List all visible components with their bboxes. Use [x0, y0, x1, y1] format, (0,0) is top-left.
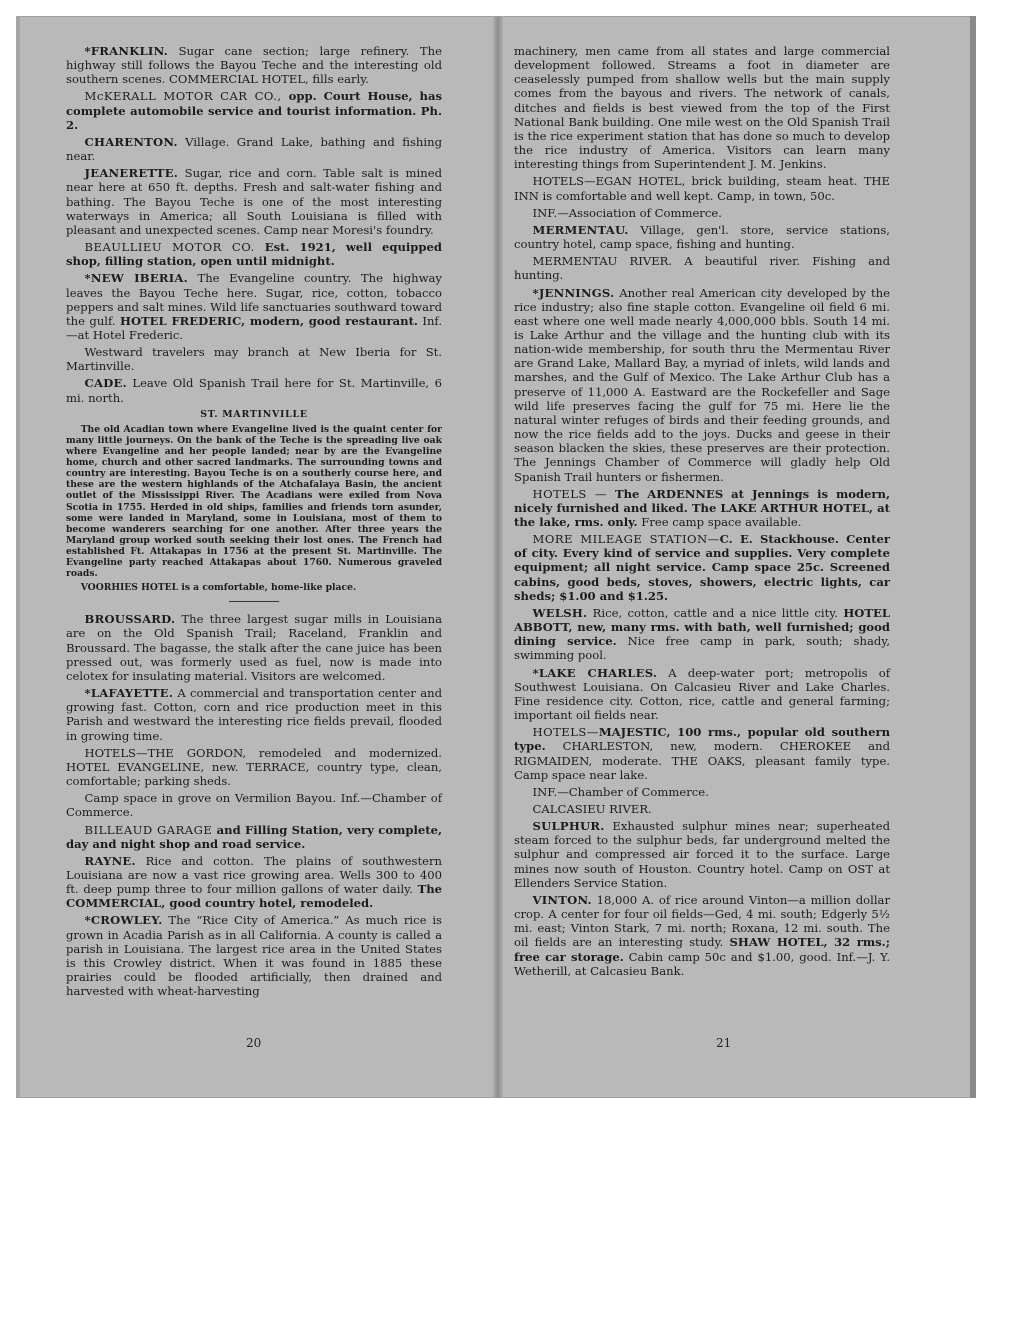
- entry-tail-text: Inf.—at Hotel Frederic.: [66, 313, 443, 342]
- entry-franklin: [66, 44, 442, 86]
- entry-broussard: [66, 612, 442, 683]
- entry-text: The “Rice City of America.” As much rice is grown in Acadia Parish as in all California. A county is called a parish in Louisiana. The largest rice area in the United States is this Crowley district. When it was found in 1885 these prairies could be flooded artificially, then drained and harvested with wheat-harvesting: [66, 913, 442, 999]
- entry-bold-text: SHAW HOTEL, 32 rms.; free car storage.: [514, 935, 890, 964]
- entry-text: Village. Grand Lake, bathing and fishing near.: [66, 134, 442, 164]
- entry-camp-vermilion: Camp space in grove on Vermilion Bayou. Inf.—Chamber of Commerce.: [66, 791, 442, 820]
- entry-tail-text: Free camp space available.: [637, 515, 802, 529]
- entry-lake-charles: [514, 666, 890, 723]
- entry-text: Exhausted sulphur mines near; superheated steam forced to the sulphur beds, far underground melted the sulphur and compressed air forced it to the surface. Large mines now south of Houston. Country hotel. Camp on OST at Ellenders Service Station.: [514, 819, 890, 890]
- entry-heading: *LAKE CHARLES.: [532, 665, 658, 680]
- entry-bold-text: and Filling Station, very complete, day and night shop and road service.: [66, 822, 442, 851]
- entry-rayne: [66, 854, 442, 911]
- entry-tail-text: CHARLESTON, new, modern. CHEROKEE and RIGMAIDEN, moderate. THE OAKS, pleasant family type. Camp space near lake.: [514, 739, 890, 782]
- entry-inf-association: INF.—Association of Commerce.: [532, 205, 722, 220]
- entry-billeaud: [66, 823, 442, 851]
- entry-text: BEAULLIEU MOTOR CO.: [84, 240, 265, 255]
- entry-bold-text: C. E. Stackhouse. Center of city. Every kind of service and supplies. Very complete equipment; all night service. Camp space 25c. Screened cabins, good beds, stoves, showers, electric lights, car sheds; $1.00 and $1.25.: [514, 532, 890, 603]
- entry-heading: CHARENTON.: [84, 134, 178, 149]
- entry-bold-text: opp. Court House, has complete automobile service and tourist information. Ph. 2.: [66, 89, 442, 132]
- entry-calcasieu-river: CALCASIEU RIVER.: [532, 801, 652, 816]
- entry-text: Village, gen'l. store, service stations, country hotel, camp space, fishing and hunting.: [514, 222, 890, 252]
- entry-text: Rice, cotton, cattle and a nice little city.: [587, 605, 844, 620]
- page-edge-left: [16, 16, 20, 1098]
- entry-heading: SULPHUR.: [532, 819, 605, 834]
- page-edge-right: [970, 16, 976, 1098]
- entry-text: MORE MILEAGE STATION—: [532, 532, 720, 547]
- entry-bold-text: The ARDENNES at Jennings is modern, nicely furnished and liked. The LAKE ARTHUR HOTEL, at the lake, rms. only.: [514, 486, 890, 529]
- entry-text: A commercial and transportation center and growing fast. Cotton, corn and rice production meet in this Parish and westward the interesting rice fields prevail, flooded in growing time.: [66, 686, 442, 743]
- entry-heading: *NEW IBERIA.: [84, 271, 188, 286]
- entry-bold-text: The COMMERCIAL, good country hotel, remodeled.: [66, 882, 442, 911]
- entry-hotels-egan: HOTELS—EGAN HOTEL, brick building, steam heat. THE INN is comfortable and well kept. Camp, in town, 50c.: [514, 174, 890, 203]
- entry-jeanerette: [66, 166, 442, 237]
- entry-charenton: [66, 135, 442, 163]
- entry-vinton: [514, 893, 890, 978]
- entry-welsh: [514, 606, 890, 663]
- entry-hotels-majestic: [514, 725, 890, 782]
- entry-bold-text: MAJESTIC, 100 rms., popular old southern type.: [514, 725, 890, 754]
- entry-text: Sugar cane section; large refinery. The highway still follows the Bayou Teche and the interesting old southern scenes. COMMERCIAL HOTEL, fills early.: [66, 44, 442, 87]
- entry-lafayette: [66, 686, 442, 743]
- entry-more-mileage: [514, 532, 890, 603]
- right-page: [514, 44, 890, 981]
- entry-heading: VINTON.: [532, 892, 592, 907]
- entry-text: 18,000 A. of rice around Vinton—a million dollar crop. A center for four oil fields—Ged, 4 mi. south; Edgerly 5½ mi. east; Vinton Stark, 7 mi. north; Roxana, 12 mi. south. The oil fields are an interesting study.: [514, 892, 890, 950]
- entry-text: BILLEAUD GARAGE: [84, 822, 217, 837]
- entry-text: Leave Old Spanish Trail here for St. Martinville, 6 mi. north.: [66, 376, 442, 405]
- voorhies-hotel-text: VOORHIES HOTEL is a comfortable, home-like place.: [80, 582, 357, 594]
- page-number-right: 21: [716, 1036, 732, 1050]
- entry-text: A deep-water port; metropolis of Southwest Louisiana. On Calcasieu River and Lake Charles. Fine residence city. Cotton, rice, cattle and general farming; important oil fields near.: [514, 665, 890, 723]
- entry-mckerall: [66, 89, 442, 131]
- entry-westward: Westward travelers may branch at New Iberia for St. Martinville.: [66, 345, 442, 374]
- entry-text: HOTELS—: [532, 725, 599, 740]
- section-divider: [229, 601, 279, 602]
- entry-heading: JEANERETTE.: [84, 166, 179, 181]
- entry-heading: *LAFAYETTE.: [84, 686, 174, 701]
- entry-heading: *FRANKLIN.: [84, 44, 168, 58]
- entry-inf-chamber: INF.—Chamber of Commerce.: [532, 784, 709, 799]
- entry-text: The Evangeline country. The highway leaves the Bayou Teche here. Sugar, rice, cotton, tobacco peppers and salt mines. Wild life sanctuaries southward toward the gulf.: [66, 271, 442, 328]
- entry-heading: CADE.: [84, 376, 127, 391]
- entry-new-iberia: [66, 271, 442, 342]
- entry-heading: WELSH.: [532, 605, 588, 620]
- entry-bold-text: Est. 1921, well equipped shop, filling station, open until midnight.: [66, 240, 442, 269]
- entry-jennings: [514, 286, 890, 484]
- entry-tail-text: Cabin camp 50c and $1.00, good. Inf.—J. Y. Wetherill, at Calcasieu Bank.: [514, 949, 891, 978]
- entry-bold-text: HOTEL ABBOTT, new, many rms. with bath, well furnished; good dining service.: [514, 605, 890, 649]
- entry-mermentau-river: MERMENTAU RIVER. A beautiful river. Fishing and hunting.: [514, 254, 890, 283]
- entry-bold-text: HOTEL FREDERIC, modern, good restaurant.: [120, 313, 418, 328]
- entry-text: Rice and cotton. The plains of southwestern Louisiana are now a vast rice growing area. Wells 300 to 400 ft. deep pump three to four million gallons of water daily.: [66, 853, 442, 897]
- entry-text: The three largest sugar mills in Louisiana are on the Old Spanish Trail; Raceland, Franklin and Broussard. The bagasse, the stalk after the cane juice has been pressed out, was formerly used as fuel, now is made into celotex for insulating material. Visitors are welcomed.: [66, 612, 442, 683]
- entry-hotels-ardennes: [514, 487, 890, 529]
- entry-heading: MERMENTAU.: [532, 222, 629, 237]
- st-martinville-text: The old Acadian town where Evangeline lived is the quaint center for many little journeys. On the bank of the Teche is the spreading live oak where Evangeline and her people landed; near by are the Evangeline home, church and other sacred landmarks. The surrounding towns and country are interesting. Bayou Teche is on a southerly course here, and these are the western highlands of the Atchafalaya Basin, the ancient outlet of the Mississippi River. The Acadians were exiled from Nova Scotia in 1755. Herded in old ships, families and friends torn asunder, some were landed in Maryland, some in Louisiana, most of them to become wanderers searching for one another. After three years the Maryland group worked south seeking their lost ones. The French had established Ft. Attakapas in 1756 at the present St. Martinville. The Evangeline party reached Attakapas about 1760. Numerous graveled roads.: [66, 423, 442, 580]
- entry-crowley-continued: machinery, men came from all states and large commercial development followed. Streams a foot in diameter are ceaselessly pumped from shallow wells but the main supply comes from the bayous and rivers. The network of canals, ditches and fields is best viewed from the top of the First National Bank building. One mile west on the Old Spanish Trail is the rice experiment station that has done so much to develop the rice industry of America. Visitors can learn many interesting things from Superintendent J. M. Jenkins.: [514, 44, 890, 172]
- entry-text: Another real American city developed by the rice industry; also fine staple cotton. Evangeline oil field 6 mi. east where one well made nearly 4,000,000 bbls. South 14 mi. is Lake Arthur and the village and the hunting club with its nation-wide membership, for south thru the Mermentau River are Grand Lake, Mallard Bay, a myriad of inlets, wild lands and marshes, and the Gulf of Mexico. The Lake Arthur Club has a preserve of 11,000 A. Eastward are the Rockefeller and Sage wild life preserves facing the gulf for 75 mi. Here lie the natural winter refuges of birds and their feeding grounds, and now the rice fields add to the joys. Ducks and geese in their season blacken the skies, these preserves are their protection. The Jennings Chamber of Commerce will gladly help Old Spanish Trail hunters or fishermen.: [514, 285, 890, 484]
- st-martinville-heading: ST. MARTINVILLE: [200, 408, 308, 420]
- entry-heading: *JENNINGS.: [532, 285, 615, 300]
- entry-cade: [66, 376, 442, 404]
- entry-text: McKERALL MOTOR CAR CO.,: [84, 89, 289, 104]
- page-number-left: 20: [246, 1036, 262, 1050]
- entry-text: HOTELS —: [532, 486, 615, 501]
- entry-crowley: [66, 913, 442, 998]
- entry-heading: RAYNE.: [84, 853, 136, 868]
- left-page: [66, 44, 442, 1001]
- entry-hotels-gordon: HOTELS—THE GORDON, remodeled and modernized. HOTEL EVANGELINE, new. TERRACE, country type, clean, comfortable; parking sheds.: [66, 745, 442, 789]
- entry-beaullieu: [66, 240, 442, 268]
- entry-tail-text: Nice free camp in park, south; shady, swimming pool.: [514, 634, 891, 663]
- entry-text: Sugar, rice and corn. Table salt is mined near here at 650 ft. depths. Fresh and salt-water fishing and bathing. The Bayou Teche is one of the most interesting waterways in America; all South Louisiana is filled with pleasant and unexpected scenes. Camp near Moresi's foundry.: [66, 166, 442, 237]
- book-spine: [493, 16, 503, 1098]
- entry-heading: BROUSSARD.: [84, 612, 176, 627]
- entry-heading: *CROWLEY.: [84, 913, 163, 928]
- entry-mermentau: [514, 223, 890, 251]
- entry-sulphur: [514, 819, 890, 890]
